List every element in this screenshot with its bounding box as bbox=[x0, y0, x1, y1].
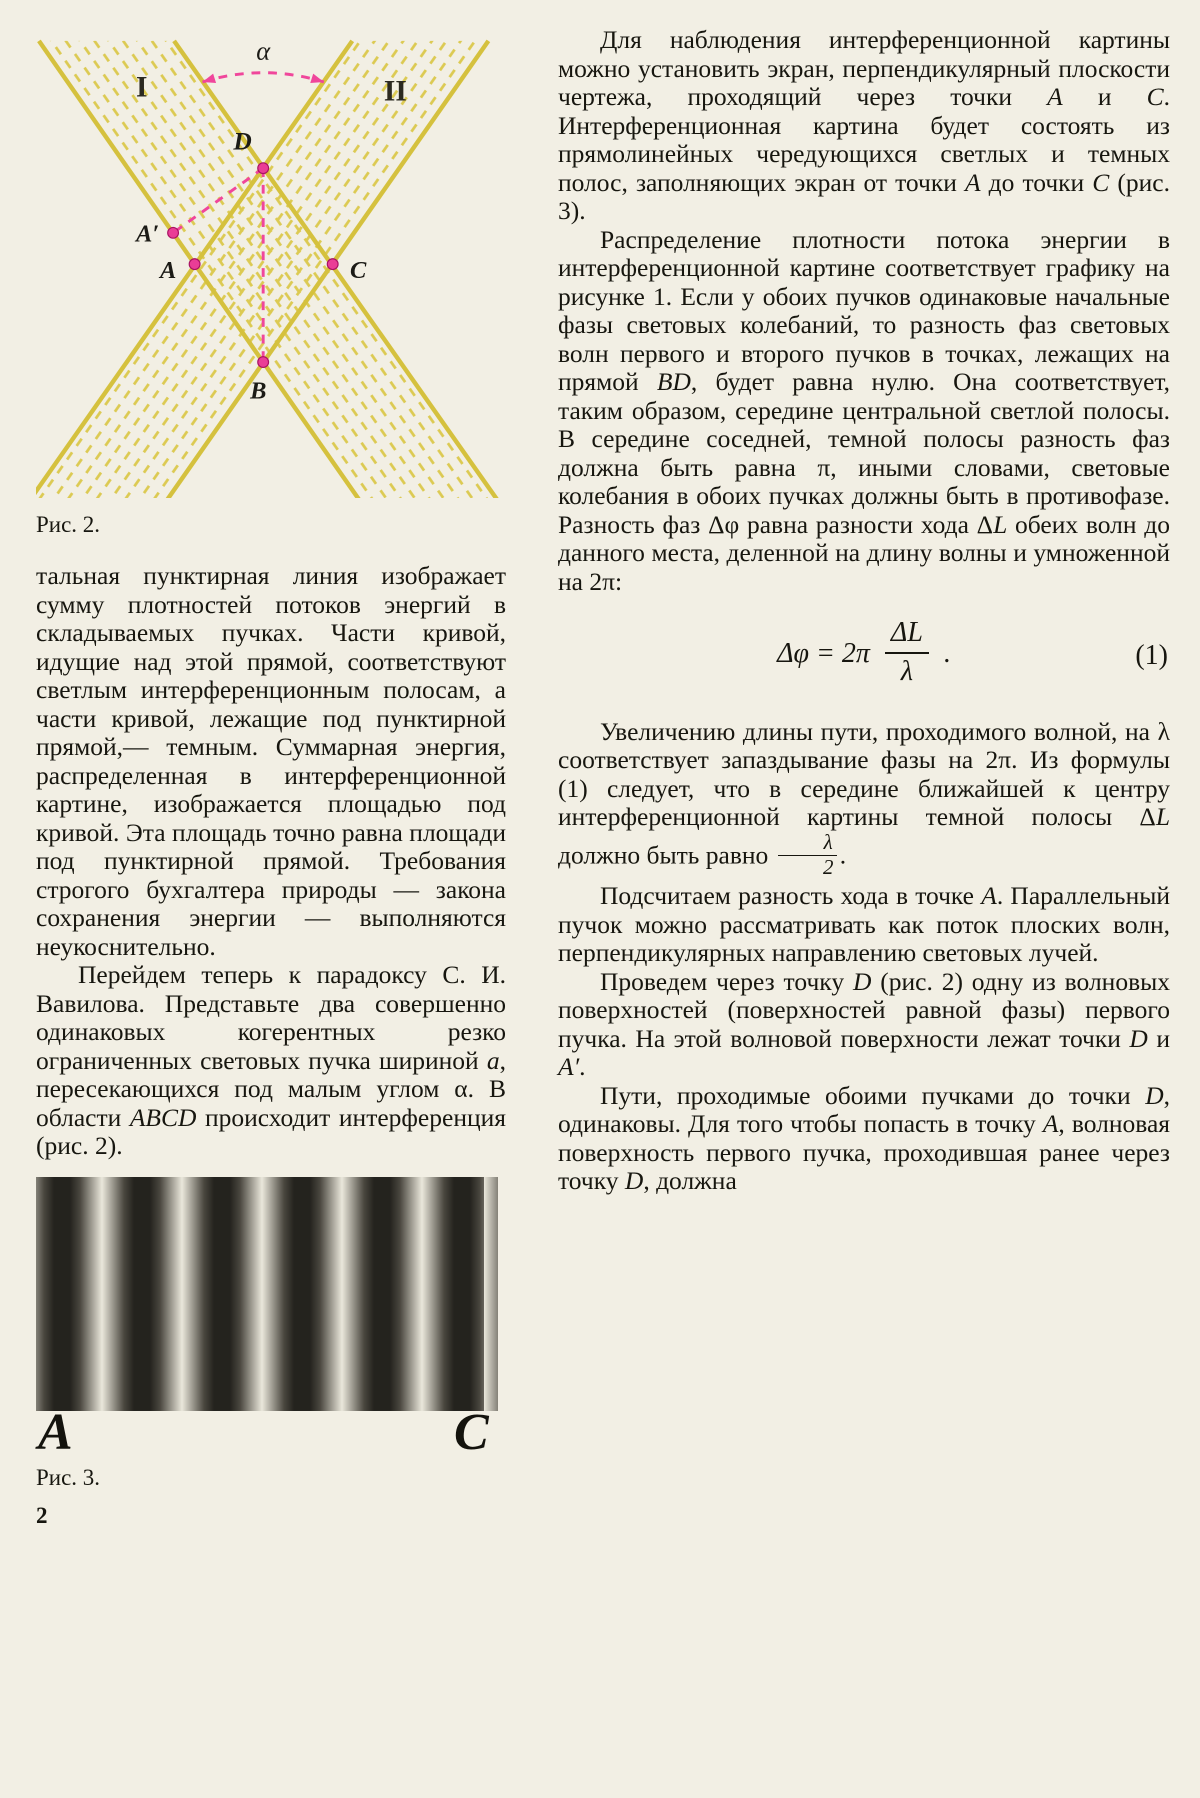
beam1-label: I bbox=[136, 71, 148, 104]
paragraph: Подсчитаем разность хода в точке A. Параллельный пучок можно рассматривать как поток плоских волн, перпендикулярных направлению световых лучей. bbox=[558, 881, 1170, 968]
paragraph bbox=[558, 718, 1170, 883]
label-Aprime: A′ bbox=[136, 220, 160, 248]
fraction-numerator: ΔL bbox=[885, 618, 929, 654]
inline-fraction bbox=[778, 829, 837, 879]
label-A: A bbox=[160, 256, 177, 284]
figure3-labels bbox=[36, 1403, 506, 1463]
equation-number: (1) bbox=[1135, 639, 1168, 671]
arrow-left-icon bbox=[202, 74, 216, 83]
point-B bbox=[258, 357, 269, 368]
left-column bbox=[36, 36, 506, 1529]
paragraph: Распределение плотности потока энергии в интерференционной картине соответствует графику на рисунке 1. Если у обоих пучков одинаковые начальные фазы световых колебаний, то разность фаз световых волн первого и второго пучков в точках, лежащих на прямой BD, будет равна нулю. Она соответствует, таким образом, середине центральной светлой полосы. В середине соседней, темной полосы разность фаз должна быть равна π, иными словами, световые колебания в обоих пучках должны быть в противофазе. Разность фаз Δφ равна разности хода ΔL обеих волн до данного места, деленной на длину волны и умноженной на 2π: bbox=[558, 224, 1170, 596]
paragraph: Пути, проходимые обоими пучками до точки D, одинаковы. Для того чтобы попасть в точку A, волновая поверхность первого пучка, проходившая ранее через точку D, должна bbox=[558, 1080, 1170, 1196]
paragraph: Перейдем теперь к парадоксу С. И. Вавилова. Представьте два совершенно одинаковых когерентных резко ограниченных световых пучка шириной a, пересекающихся под малым углом α. В области ABCD происходит интерференция (рис. 2). bbox=[36, 960, 506, 1160]
page-number: 2 bbox=[36, 1502, 48, 1528]
formula-period: . bbox=[943, 638, 951, 670]
beam2-label: II bbox=[383, 75, 407, 108]
figure3-label-A: A bbox=[38, 1403, 73, 1461]
fraction-denominator: λ bbox=[900, 655, 913, 687]
right-column bbox=[558, 26, 1170, 1196]
paragraph-text: Увеличению длины пути, проходимого волной, на λ соответствует запаздывание фазы на 2π. Из формулы (1) следует, что в середине ближайшей к центру интерференционной картины темной полосы ΔL должно быть равно bbox=[558, 716, 1170, 869]
figure3-interference-fringes bbox=[36, 1177, 498, 1411]
alpha-arc bbox=[202, 73, 323, 82]
fraction-numerator: λ bbox=[778, 832, 837, 856]
formula-fraction bbox=[885, 618, 929, 688]
label-C: C bbox=[349, 256, 367, 284]
label-B: B bbox=[250, 377, 267, 405]
figure2-diagram bbox=[36, 36, 506, 498]
paragraph: Проведем через точку D (рис. 2) одну из волновых поверхностей (поверхностей равной фазы) первого пучка. На этой волновой поверхности лежат точки D и A′. bbox=[558, 966, 1170, 1082]
point-D bbox=[258, 163, 269, 174]
point-C bbox=[327, 259, 338, 270]
arrow-right-icon bbox=[310, 74, 324, 83]
point-A bbox=[189, 259, 200, 270]
label-D: D bbox=[233, 126, 252, 156]
point-Aprime bbox=[168, 227, 179, 238]
left-text-block bbox=[36, 562, 506, 1161]
figure3-label-C: C bbox=[454, 1403, 489, 1461]
equation-1 bbox=[558, 618, 1170, 694]
figure2 bbox=[36, 36, 506, 498]
figure3-caption: Рис. 3. bbox=[36, 1464, 101, 1490]
paragraph: Для наблюдения интерференционной картины можно установить экран, перпендикулярный плоскости чертежа, проходящий через точки A и C. Интерференционная картина будет состоять из прямолинейных чередующихся светлых и темных полос, заполняющих экран от точки A до точки C (рис. 3). bbox=[558, 25, 1170, 225]
formula-lhs: Δφ = 2π bbox=[777, 638, 870, 670]
paragraph: тальная пунктирная линия изображает сумму плотностей потоков энергий в складываемых пучках. Части кривой, идущие над этой прямой, соответствуют светлым интерференционным полосам, а части кривой, лежащие под пунктирной прямой,— темным. Суммарная энергия, распределенная в интерференционной картине, изображается площадью под кривой. Эта площадь точно равна площади под пунктирной прямой. Требования строгого бухгалтера природы — закона сохранения энергии — выполняются неукоснительно. bbox=[36, 561, 506, 961]
fraction-denominator: 2 bbox=[822, 854, 834, 879]
paragraph-text: . bbox=[839, 839, 847, 869]
figure2-caption: Рис. 2. bbox=[36, 512, 101, 537]
alpha-label: α bbox=[256, 36, 271, 66]
